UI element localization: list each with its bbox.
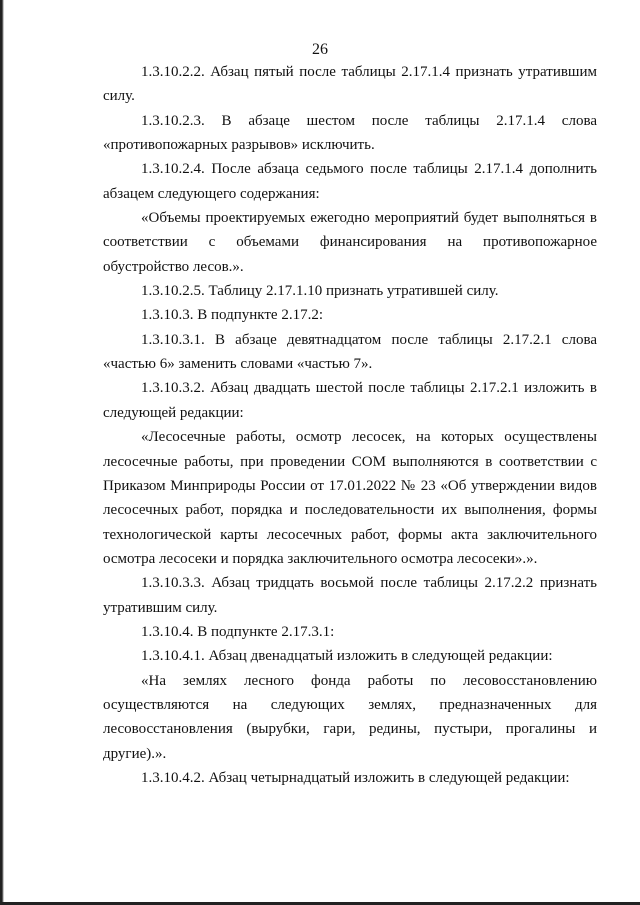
quoted-text-paragraph: «Лесосечные работы, осмотр лесосек, на которых осуществлены лесосечные работы, при проведении СОМ выполняются в соответствии с Приказом Минприроды России от 17.01.2022 № 23 «Об утверждении видов лесосечных работ, порядка и последовательности их выполнения, формы технологической карты лесосечных работ, формы акта заключительного осмотра лесосеки и порядка заключительного осмотра лесосеки».».	[103, 429, 597, 567]
paragraph-1-3-10-2-4: 1.3.10.2.4. После абзаца седьмого после таблицы 2.17.1.4 дополнить абзацем следующего содержания:	[103, 161, 597, 202]
page-left-edge	[0, 0, 4, 905]
paragraph-1-3-10-3-2: 1.3.10.3.2. Абзац двадцать шестой после таблицы 2.17.2.1 изложить в следующей редакции:	[103, 380, 597, 421]
paragraph-1-3-10-4-2: 1.3.10.4.2. Абзац четырнадцатый изложить в следующей редакции:	[141, 769, 570, 786]
page-number: 26	[312, 41, 328, 58]
paragraph-1-3-10-4-1: 1.3.10.4.1. Абзац двенадцатый изложить в следующей редакции:	[141, 648, 553, 665]
paragraph-1-3-10-2-2: 1.3.10.2.2. Абзац пятый после таблицы 2.17.1.4 признать утратившим силу.	[103, 64, 597, 105]
document-body	[103, 60, 597, 790]
quoted-text-paragraph: «Объемы проектируемых ежегодно мероприятий будет выполняться в соответствии с объемами финансирования на противопожарное обустройство лесов.».	[103, 210, 597, 275]
paragraph-1-3-10-3-1: 1.3.10.3.1. В абзаце девятнадцатом после таблицы 2.17.2.1 слова «частью 6» заменить словами «частью 7».	[103, 331, 597, 373]
paragraph-1-3-10-2-5: 1.3.10.2.5. Таблицу 2.17.1.10 признать утратившей силу.	[141, 283, 499, 300]
paragraph-1-3-10-4: 1.3.10.4. В подпункте 2.17.3.1:	[141, 623, 335, 640]
paragraph-1-3-10-2-3: 1.3.10.2.3. В абзаце шестом после таблицы 2.17.1.4 слова «противопожарных разрывов» исключить.	[103, 112, 597, 154]
paragraph-1-3-10-3: 1.3.10.3. В подпункте 2.17.2:	[141, 307, 324, 324]
quoted-text-paragraph: «На землях лесного фонда работы по лесовосстановлению осуществляются на следующих землях, предназначенных для лесовосстановления (вырубки, гари, редины, пустыри, прогалины и другие).».	[103, 672, 597, 762]
paragraph-1-3-10-3-3: 1.3.10.3.3. Абзац тридцать восьмой после таблицы 2.17.2.2 признать утратившим силу.	[103, 575, 597, 616]
